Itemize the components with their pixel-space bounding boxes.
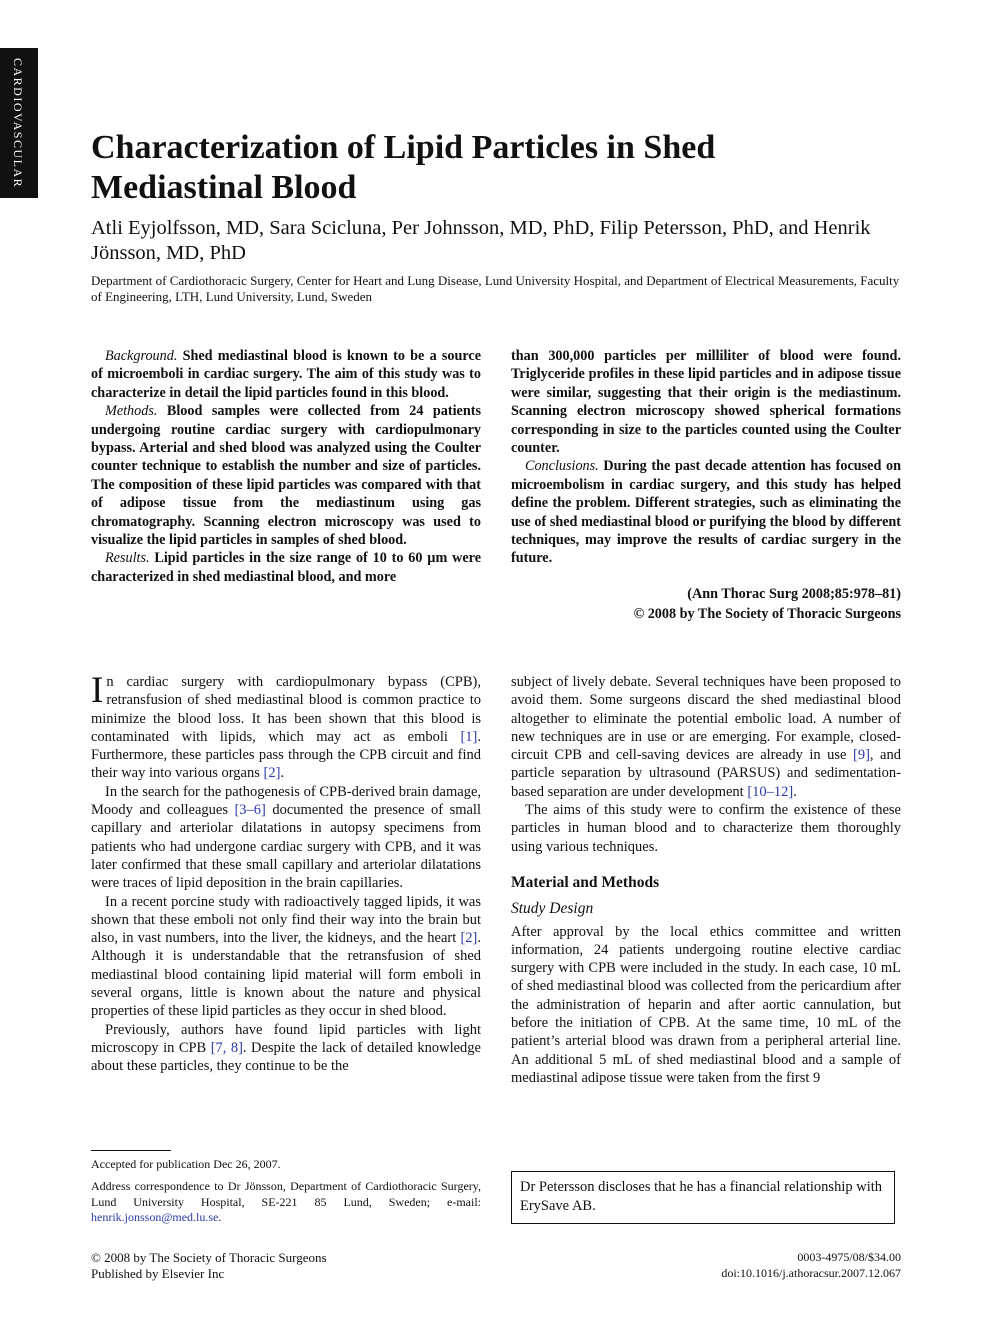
body-paragraph bbox=[91, 783, 481, 893]
body-text: subject of lively debate. Several techniques have been proposed to avoid them. Some surgeons discard the shed mediastinal blood altogether to eliminate the potential embolic load. A number of new techniques are in use or are emerging. For example, closed-circuit CPB and cell-saving devices are already in use bbox=[511, 674, 901, 764]
section-tab-label: CARDIOVASCULAR bbox=[11, 58, 25, 189]
body-paragraph bbox=[91, 893, 481, 1021]
reference-link[interactable]: [3–6] bbox=[234, 802, 266, 819]
correspondence-note bbox=[91, 1179, 481, 1226]
body-text: . Although it is understandable that the retransfusion of shed mediastinal blood containing lipid material will form emboli in several organs, little is known about the nature and physical properties of these lipid particles as they occur in shed blood. bbox=[91, 930, 481, 1020]
body-text: . Despite the lack of detailed knowledge about these particles, they continue to be the bbox=[91, 1039, 481, 1075]
footer-left bbox=[91, 1250, 327, 1281]
footer-copyright: © 2008 by The Society of Thoracic Surgeons bbox=[91, 1250, 327, 1265]
footnotes bbox=[91, 1157, 481, 1232]
body-text: , and particle separation by ultrasound (PARSUS) and sedimentation-based separation are under development bbox=[511, 747, 901, 800]
reference-link[interactable]: [2] bbox=[460, 930, 478, 947]
body-text: . Furthermore, these particles pass through the CPB circuit and find their way into various organs bbox=[91, 728, 481, 782]
body-paragraph: After approval by the local ethics committee and written information, 24 patients undergoing routine elective cardiac surgery with CPB were included in the study. In each case, 10 mL of shed mediastinal blood was collected from the pericardium after the administration of heparin and after aortic cannulation, but before the initiation of CPB. At the same time, 10 mL of the patient’s arterial blood was drawn from a peripheral arterial line. An additional 5 mL of shed mediastinal blood and a sample of mediastinal adipose tissue were taken from the first 9 bbox=[511, 923, 901, 1086]
body-text: Previously, authors have found lipid particles with light microscopy in CPB bbox=[91, 1021, 481, 1056]
abstract-methods-label: Methods. bbox=[105, 403, 158, 420]
abstract-conclusions-label: Conclusions. bbox=[525, 458, 599, 475]
footer-publisher: Published by Elsevier Inc bbox=[91, 1265, 225, 1281]
subsection-heading: Study Design bbox=[511, 900, 594, 918]
footer-right bbox=[721, 1250, 901, 1281]
body-text: documented the presence of small capillary and arteriolar dilatations in autopsy specimens from patients who had undergone cardiac surgery with CPB, and it was later confirmed that these small capillary and arteriolar dilatations were traces of lipid deposition in the brain capillaries. bbox=[91, 802, 481, 892]
body-paragraph: The aims of this study were to confirm the existence of these particles in human blood and to characterize them thoroughly using various techniques. bbox=[511, 802, 901, 855]
section-heading: Material and Methods bbox=[511, 873, 660, 891]
abstract-copyright: © 2008 by The Society of Thoracic Surgeons bbox=[633, 605, 901, 622]
affiliation: Department of Cardiothoracic Surgery, Center for Heart and Lung Disease, Lund University Hospital, and Department of Electrical Measurements, Faculty of Engineering, LTH, Lund University, Lund, Sweden bbox=[91, 273, 900, 304]
body-text: n cardiac surgery with cardiopulmonary bypass (CPB), retransfusion of shed mediastinal blood is common practice to minimize the blood loss. It has been shown that this blood is contaminated with lipids, which may act as emboli bbox=[91, 674, 481, 745]
reference-link[interactable]: [1] bbox=[460, 728, 478, 745]
correspondence-text: Address correspondence to Dr Jönsson, Department of Cardiothoracic Surgery, Lund University Hospital, SE-221 85 Lund, Sweden; e-mail: bbox=[91, 1178, 481, 1209]
abstract-results bbox=[91, 549, 481, 586]
disclosure-box: Dr Petersson discloses that he has a financial relationship with ErySave AB. bbox=[511, 1171, 895, 1224]
abstract-methods bbox=[91, 402, 481, 549]
footnote-divider bbox=[91, 1150, 171, 1151]
body-text: . bbox=[793, 783, 797, 800]
body-paragraph bbox=[91, 1021, 481, 1076]
reference-link[interactable]: [10–12] bbox=[747, 783, 794, 800]
email-link[interactable]: henrik.jonsson@med.lu.se bbox=[91, 1210, 219, 1225]
drop-cap: I bbox=[91, 670, 104, 711]
footer-issn: 0003-4975/08/$34.00 bbox=[797, 1250, 901, 1264]
abstract-background-label: Background. bbox=[105, 348, 178, 364]
abstract-conclusions bbox=[511, 457, 901, 567]
body-paragraph bbox=[511, 673, 901, 801]
reference-link[interactable]: [2] bbox=[263, 765, 281, 782]
journal-citation: (Ann Thorac Surg 2008;85:978–81) bbox=[687, 585, 901, 602]
author-list: Atli Eyjolfsson, MD, Sara Scicluna, Per Johnsson, MD, PhD, Filip Petersson, PhD, and Henrik Jönsson, MD, PhD bbox=[91, 217, 871, 264]
body-text: . bbox=[280, 765, 285, 782]
abstract-methods-text: Blood samples were collected from 24 patients undergoing routine cardiac surgery with cardiopulmonary bypass. Arterial and shed blood was analyzed using the Coulter counter technique to establish the number and size of particles. The composition of these lipid particles was compared with that of adipose tissue from the mediastinum using gas chromatography. Scanning electron microscopy was used to visualize the lipid particles in samples of shed blood. bbox=[91, 403, 481, 549]
body-text: In the search for the pathogenesis of CPB-derived brain damage, Moody and colleagues bbox=[91, 783, 481, 819]
abstract-left-column bbox=[91, 347, 481, 586]
section-tab bbox=[0, 48, 38, 198]
abstract-citation-block bbox=[511, 584, 901, 624]
correspondence-end: . bbox=[218, 1210, 222, 1225]
reference-link[interactable]: [7, 8] bbox=[210, 1039, 243, 1056]
body-text: In a recent porcine study with radioactively tagged lipids, it was shown that these emboli not only find their way into the brain but also, in vast numbers, into the liver, the kidneys, and the heart bbox=[91, 893, 481, 947]
abstract-results-continued: than 300,000 particles per milliliter of blood were found. Triglyceride profiles in these lipid particles and in adipose tissue were similar, suggesting that their origin is the mediastinum. Scanning electron microscopy showed spherical formations corresponding in size to the particles counted using the Coulter counter. bbox=[511, 348, 901, 457]
abstract-background-text: Shed mediastinal blood is known to be a source of microemboli in cardiac surgery. The aim of this study was to characterize in detail the lipid particles found in this blood. bbox=[91, 348, 482, 401]
abstract-background bbox=[91, 347, 481, 402]
abstract-results-text: Lipid particles in the size range of 10 to 60 µm were characterized in shed mediastinal blood, and more bbox=[91, 550, 482, 585]
reference-link[interactable]: [9] bbox=[853, 747, 870, 764]
body-paragraph bbox=[91, 670, 481, 783]
accepted-note: Accepted for publication Dec 26, 2007. bbox=[91, 1157, 281, 1171]
footer-doi: doi:10.1016/j.athoracsur.2007.12.067 bbox=[721, 1265, 901, 1280]
abstract-conclusions-text: During the past decade attention has focused on microembolism in cardiac surgery, and this study has helped define the problem. Different strategies, such as eliminating the use of shed mediastinal blood or purifying the blood by different techniques, may improve the results of cardiac surgery in the future. bbox=[511, 458, 902, 567]
article-title: Characterization of Lipid Particles in Shed Mediastinal Blood bbox=[91, 129, 716, 206]
body-left-column bbox=[91, 670, 481, 1076]
abstract-right-column bbox=[511, 347, 901, 624]
abstract-results-label: Results. bbox=[105, 550, 150, 567]
body-right-column bbox=[511, 673, 901, 1087]
